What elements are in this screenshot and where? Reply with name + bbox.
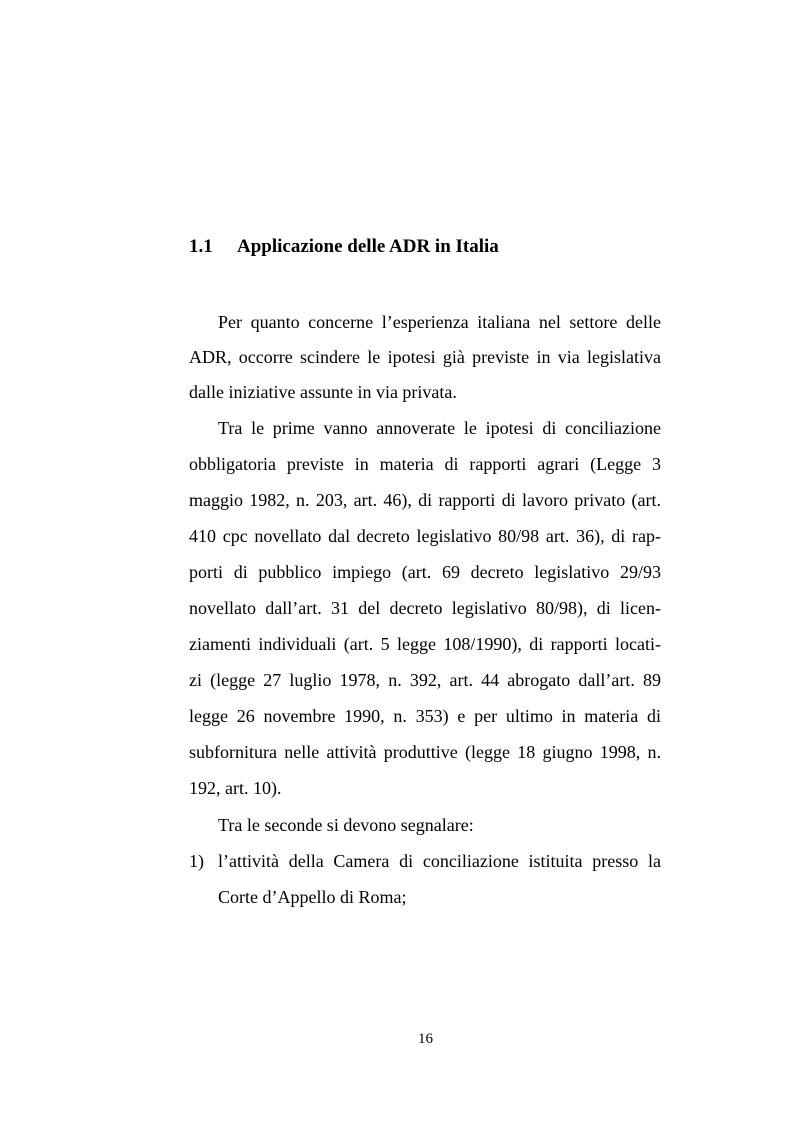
list-item-line: Corte d’Appello di Roma; bbox=[218, 887, 407, 907]
paragraph-2-line: ziamenti individuali (art. 5 legge 108/1990), di rapporti locati- bbox=[189, 634, 661, 654]
list-item-line: l’attività della Camera di conciliazione istituita presso la bbox=[218, 851, 661, 871]
list-item-marker: 1) bbox=[189, 851, 204, 871]
paragraph-2-line: legge 26 novembre 1990, n. 353) e per ultimo in materia di bbox=[189, 706, 661, 726]
paragraph-2-line: porti di pubblico impiego (art. 69 decreto legislativo 29/93 bbox=[189, 562, 661, 582]
paragraph-1-line: dalle iniziative assunte in via privata. bbox=[189, 382, 457, 402]
paragraph-2-line: zi (legge 27 luglio 1978, n. 392, art. 44 abrogato dall’art. 89 bbox=[189, 670, 661, 690]
paragraph-1-line: ADR, occorre scindere le ipotesi già previste in via legislativa bbox=[189, 347, 661, 367]
paragraph-2-line: maggio 1982, n. 203, art. 46), di rapporti di lavoro privato (art. bbox=[189, 490, 661, 510]
paragraph-2-line: novellato dall’art. 31 del decreto legislativo 80/98), di licen- bbox=[189, 598, 661, 618]
section-heading bbox=[189, 236, 499, 258]
paragraph-2-line: 192, art. 10). bbox=[189, 778, 282, 798]
paragraph-2-line: obbligatoria previste in materia di rapporti agrari (Legge 3 bbox=[189, 454, 661, 474]
page-number: 16 bbox=[418, 1031, 433, 1047]
paragraph-3-line: Tra le seconde si devono segnalare: bbox=[218, 815, 474, 835]
paragraph-2-line: Tra le prime vanno annoverate le ipotesi di conciliazione bbox=[218, 418, 661, 438]
section-title: Applicazione delle ADR in Italia bbox=[237, 236, 499, 257]
paragraph-2-line: subfornitura nelle attività produttive (legge 18 giugno 1998, n. bbox=[189, 742, 661, 762]
paragraph-2-line: 410 cpc novellato dal decreto legislativo 80/98 art. 36), di rap- bbox=[189, 526, 661, 546]
section-number: 1.1 bbox=[189, 236, 213, 257]
paragraph-1-line: Per quanto concerne l’esperienza italiana nel settore delle bbox=[218, 312, 661, 332]
